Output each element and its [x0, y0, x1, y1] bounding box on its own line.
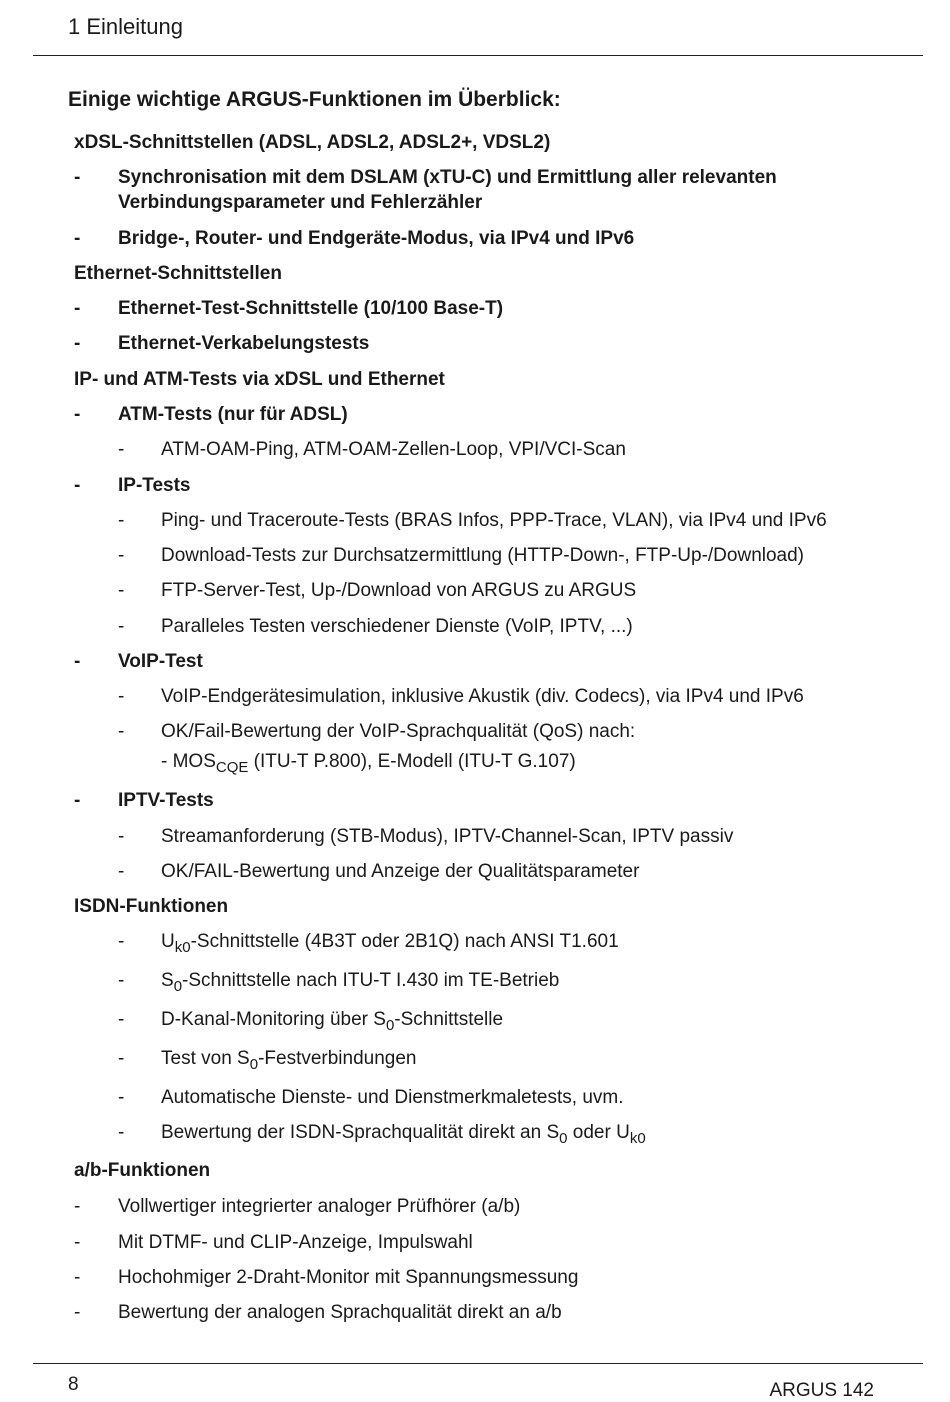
bullet-dash: - — [118, 970, 125, 991]
bullet-dash: - — [74, 1302, 81, 1323]
bullet-dash: - — [118, 1122, 125, 1143]
bullet-dash: - — [74, 298, 81, 319]
bullet-dash: - — [118, 1048, 125, 1069]
bullet-dash: - — [74, 790, 81, 811]
ab-item-listener: Vollwertiger integrierter analoger Prüfhörer (a/b) — [118, 1196, 521, 1217]
xdsl-item-bridge: Bridge-, Router- und Endgeräte-Modus, via IPv4 und IPv6 — [118, 228, 635, 249]
bullet-dash: - — [118, 826, 125, 847]
ip-sub-download: Download-Tests zur Durchsatzermittlung (HTTP-Down-, FTP-Up-/Download) — [161, 545, 805, 566]
bullet-dash: - — [74, 1196, 81, 1217]
ab-item-monitor: Hochohmiger 2-Draht-Monitor mit Spannungsmessung — [118, 1267, 579, 1288]
page-heading: Einige wichtige ARGUS-Funktionen im Überblick: — [68, 88, 561, 111]
isdn-sub-s0: $S_0$-Schnittstelle nach ITU-T I.430 im TE-Betrieb — [161, 970, 560, 995]
voip-test-title: VoIP-Test — [118, 651, 203, 672]
bullet-dash: - — [74, 1232, 81, 1253]
ab-item-voice-quality: Bewertung der analogen Sprachqualität direkt an a/b — [118, 1302, 562, 1323]
section-title-isdn: ISDN-Funktionen — [74, 896, 229, 917]
page-number: 8 — [68, 1374, 79, 1395]
footer-rule — [33, 1363, 923, 1364]
section-title-ethernet: Ethernet-Schnittstellen — [74, 263, 282, 284]
bullet-dash: - — [74, 1267, 81, 1288]
isdn-sub-leased-lines: Test von $S_0$-Festverbindungen — [161, 1048, 417, 1073]
bullet-dash: - — [118, 721, 125, 742]
isdn-sub-services: Automatische Dienste- und Dienstmerkmaletests, uvm. — [161, 1087, 624, 1108]
bullet-dash: - — [118, 686, 125, 707]
bullet-dash: - — [118, 1087, 125, 1108]
xdsl-item-sync-line1: Synchronisation mit dem DSLAM (xTU-C) und Ermittlung aller relevanten — [118, 167, 777, 188]
section-title-xdsl: xDSL-Schnittstellen (ADSL, ADSL2, ADSL2+, VDSL2) — [74, 132, 551, 153]
bullet-dash: - — [74, 651, 81, 672]
section-title-ip-atm: IP- und ATM-Tests via xDSL und Ethernet — [74, 369, 445, 390]
bullet-dash: - — [118, 931, 125, 952]
bullet-dash: - — [74, 167, 81, 188]
bullet-dash: - — [74, 404, 81, 425]
bullet-dash: - — [74, 228, 81, 249]
bullet-dash: - — [118, 580, 125, 601]
bullet-dash: - — [118, 439, 125, 460]
atm-sub-ping: ATM-OAM-Ping, ATM-OAM-Zellen-Loop, VPI/VCI-Scan — [161, 439, 626, 460]
page-header-title: 1 Einleitung — [68, 14, 183, 39]
isdn-sub-voice-quality: Bewertung der ISDN-Sprachqualität direkt an $S_0$ oder $U_{k0}$ — [161, 1122, 646, 1147]
ip-sub-ftp-server: FTP-Server-Test, Up-/Download von ARGUS zu ARGUS — [161, 580, 637, 601]
bullet-dash: - — [74, 333, 81, 354]
bullet-dash: - — [118, 616, 125, 637]
header-rule — [33, 55, 923, 56]
ip-tests-title: IP-Tests — [118, 475, 191, 496]
bullet-dash: - — [118, 1009, 125, 1030]
xdsl-item-sync-line2: Verbindungsparameter und Fehlerzähler — [118, 192, 483, 213]
bullet-dash: - — [118, 510, 125, 531]
bullet-dash: - — [74, 475, 81, 496]
isdn-sub-uk0: $U_{k0}$-Schnittstelle (4B3T oder 2B1Q) nach ANSI T1.601 — [161, 931, 619, 956]
isdn-sub-d-channel: D-Kanal-Monitoring über $S_0$-Schnittstelle — [161, 1009, 504, 1034]
ab-item-dtmf: Mit DTMF- und CLIP-Anzeige, Impulswahl — [118, 1232, 473, 1253]
ip-sub-parallel: Paralleles Testen verschiedener Dienste (VoIP, IPTV, ...) — [161, 616, 633, 637]
iptv-tests-title: IPTV-Tests — [118, 790, 214, 811]
ethernet-item-cabling: Ethernet-Verkabelungstests — [118, 333, 370, 354]
section-title-ab: a/b-Funktionen — [74, 1160, 211, 1181]
bullet-dash: - — [118, 545, 125, 566]
iptv-sub-stream: Streamanforderung (STB-Modus), IPTV-Channel-Scan, IPTV passiv — [161, 826, 734, 847]
ethernet-item-interface: Ethernet-Test-Schnittstelle (10/100 Base-T) — [118, 298, 504, 319]
iptv-sub-rating: OK/FAIL-Bewertung und Anzeige der Qualitätsparameter — [161, 861, 640, 882]
voip-sub-qos-line2: - $MOS_{CQE}$ (ITU-T P.800), E-Modell (ITU-T G.107) — [161, 751, 576, 776]
ip-sub-ping-traceroute: Ping- und Traceroute-Tests (BRAS Infos, PPP-Trace, VLAN), via IPv4 und IPv6 — [161, 510, 827, 531]
atm-tests-title: ATM-Tests (nur für ADSL) — [118, 404, 348, 425]
voip-sub-qos-line1: OK/Fail-Bewertung der VoIP-Sprachqualität (QoS) nach: — [161, 721, 636, 742]
bullet-dash: - — [118, 861, 125, 882]
footer-product-name: ARGUS 142 — [769, 1380, 874, 1401]
voip-sub-simulation: VoIP-Endgerätesimulation, inklusive Akustik (div. Codecs), via IPv4 und IPv6 — [161, 686, 804, 707]
